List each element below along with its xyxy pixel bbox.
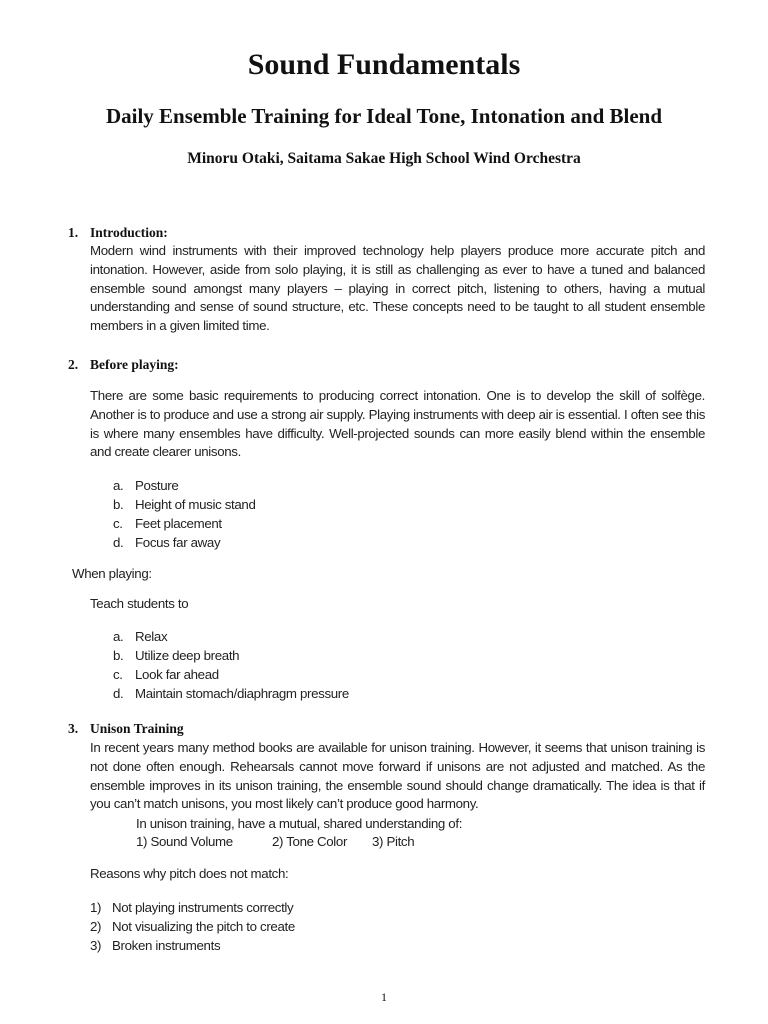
reasons-list [90, 898, 490, 955]
section-3-number: 3. [68, 721, 79, 736]
factor-sound-volume: 1) Sound Volume [136, 834, 233, 849]
page-number: 1 [381, 990, 387, 1004]
teach-list [113, 627, 513, 703]
setup-list [113, 476, 513, 552]
section-1-paragraph: Modern wind instruments with their improved technology help players produce more accurate pitch and intonation. However, aside from solo playing, it is still as challenging as ever to have a tuned and balanced ensemble sound amongst many players – playing in correct pitch, listening to others, having a mutual understanding and sense of sound structure, etc. These concepts need to be taught to all student ensemble members in a given limited time. [90, 243, 705, 334]
section-2-number: 2. [68, 357, 79, 372]
list-item: c. Feet placement [113, 516, 222, 531]
when-playing-label: When playing: [72, 566, 152, 581]
list-item: 3) Broken instruments [90, 938, 221, 953]
list-item: a. Posture [113, 478, 179, 493]
list-item: d. Focus far away [113, 535, 221, 550]
unison-indent-line: In unison training, have a mutual, shared understanding of: [136, 816, 463, 831]
reasons-label: Reasons why pitch does not match: [90, 866, 289, 881]
list-item: c. Look far ahead [113, 667, 219, 682]
list-item: 1) Not playing instruments correctly [90, 900, 294, 915]
list-item: 2) Not visualizing the pitch to create [90, 919, 295, 934]
list-item: d. Maintain stomach/diaphragm pressure [113, 686, 349, 701]
factor-tone-color: 2) Tone Color [272, 834, 348, 849]
teach-label: Teach students to [90, 596, 189, 611]
document-title: Sound Fundamentals [247, 48, 521, 81]
factor-pitch: 3) Pitch [372, 834, 415, 849]
section-3-paragraph: In recent years many method books are available for unison training. However, it seems that unison training is not done often enough. Rehearsals cannot move forward if unisons are not adjusted and matched. As the ensemble improves in its unison training, the ensemble sound should change dramatically. The idea is that if you can’t match unisons, you most likely can’t produce good harmony. [90, 740, 705, 812]
section-2-heading: Before playing: [90, 357, 179, 372]
document-subtitle: Daily Ensemble Training for Ideal Tone, Intonation and Blend [105, 104, 663, 128]
list-item: a. Relax [113, 629, 168, 644]
section-3-heading: Unison Training [90, 721, 184, 736]
author-line: Minoru Otaki, Saitama Sakae High School Wind Orchestra [187, 150, 581, 167]
section-1-heading: Introduction: [90, 225, 168, 240]
section-1-number: 1. [68, 225, 79, 240]
section-2-paragraph: There are some basic requirements to producing correct intonation. One is to develop the skill of solfège. Another is to produce and use a strong air supply. Playing instruments with deep air is essential. I often see this is where many ensembles have difficulty. Well-projected sounds can more easily blend within the ensemble and create clearer unisons. [90, 388, 705, 460]
list-item: b. Utilize deep breath [113, 648, 240, 663]
list-item: b. Height of music stand [113, 497, 256, 512]
